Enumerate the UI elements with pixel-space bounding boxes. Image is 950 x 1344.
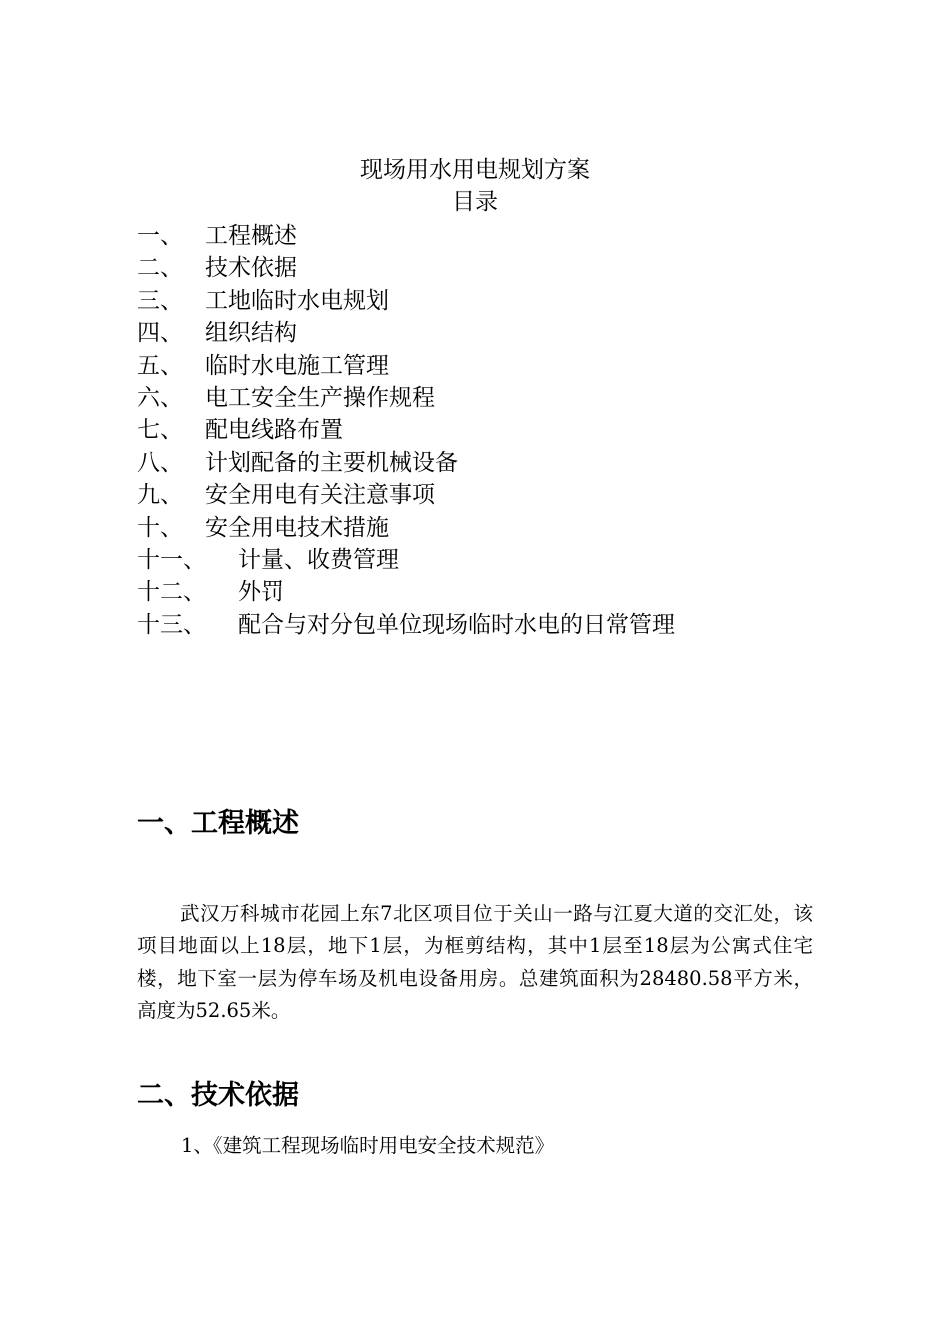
- table-of-contents: [137, 220, 675, 641]
- toc-item: [137, 220, 675, 252]
- toc-item-number: 十、: [137, 514, 183, 541]
- toc-item-number: 二、: [137, 255, 183, 282]
- toc-item-label: 安全用电有关注意事项: [205, 482, 435, 509]
- toc-item-label: 计划配备的主要机械设备: [205, 449, 458, 476]
- toc-item: [137, 350, 675, 382]
- toc-item-label: 临时水电施工管理: [205, 352, 389, 379]
- toc-item-label: 配电线路布置: [205, 417, 343, 444]
- toc-item-number: 九、: [137, 482, 183, 509]
- toc-item-number: 五、: [137, 352, 183, 379]
- toc-item-number: 十一、: [137, 546, 206, 573]
- document-title: 现场用水用电规划方案: [360, 157, 590, 183]
- toc-item: [137, 317, 675, 349]
- toc-item-number: 三、: [137, 287, 183, 314]
- toc-item-label: 配合与对分包单位现场临时水电的日常管理: [238, 611, 675, 638]
- toc-item: [137, 512, 675, 544]
- section-heading-technical-basis: 二、技术依据: [137, 1080, 299, 1111]
- toc-title: 目录: [452, 189, 498, 215]
- toc-item-number: 八、: [137, 449, 183, 476]
- toc-item: [137, 414, 675, 446]
- toc-item-number: 七、: [137, 417, 183, 444]
- toc-item-number: 一、: [137, 223, 183, 249]
- toc-item: [137, 382, 675, 414]
- toc-item: [137, 479, 675, 511]
- toc-item-label: 技术依据: [205, 255, 297, 282]
- toc-item: [137, 447, 675, 479]
- toc-item-label: 电工安全生产操作规程: [205, 384, 435, 411]
- toc-item-label: 安全用电技术措施: [205, 514, 389, 541]
- toc-item-number: 十二、: [137, 579, 206, 606]
- toc-item-label: 组织结构: [205, 320, 297, 347]
- toc-item: [137, 544, 675, 576]
- toc-item: [137, 609, 675, 641]
- section-heading-overview: 一、工程概述: [137, 808, 299, 839]
- overview-paragraph: 武汉万科城市花园上东7北区项目位于关山一路与江夏大道的交汇处，该项目地面以上18层，地下1层，为框剪结构，其中1层至18层为公寓式住宅楼，地下室一层为停车场及机电设备用房。总建筑面积为28480.58平方米，高度为52.65米。: [137, 902, 813, 1023]
- reference-item: 1、《建筑工程现场临时用电安全技术规范》: [181, 1134, 555, 1157]
- toc-item-number: 六、: [137, 384, 183, 411]
- toc-item-label: 计量、收费管理: [238, 546, 399, 573]
- toc-item: [137, 576, 675, 608]
- toc-item-number: 十三、: [137, 611, 206, 638]
- toc-item-label: 外罚: [238, 579, 284, 606]
- toc-item-label: 工地临时水电规划: [205, 287, 389, 314]
- toc-item: [137, 285, 675, 317]
- toc-item: [137, 252, 675, 284]
- toc-item-label: 工程概述: [205, 223, 297, 249]
- toc-item-number: 四、: [137, 320, 183, 347]
